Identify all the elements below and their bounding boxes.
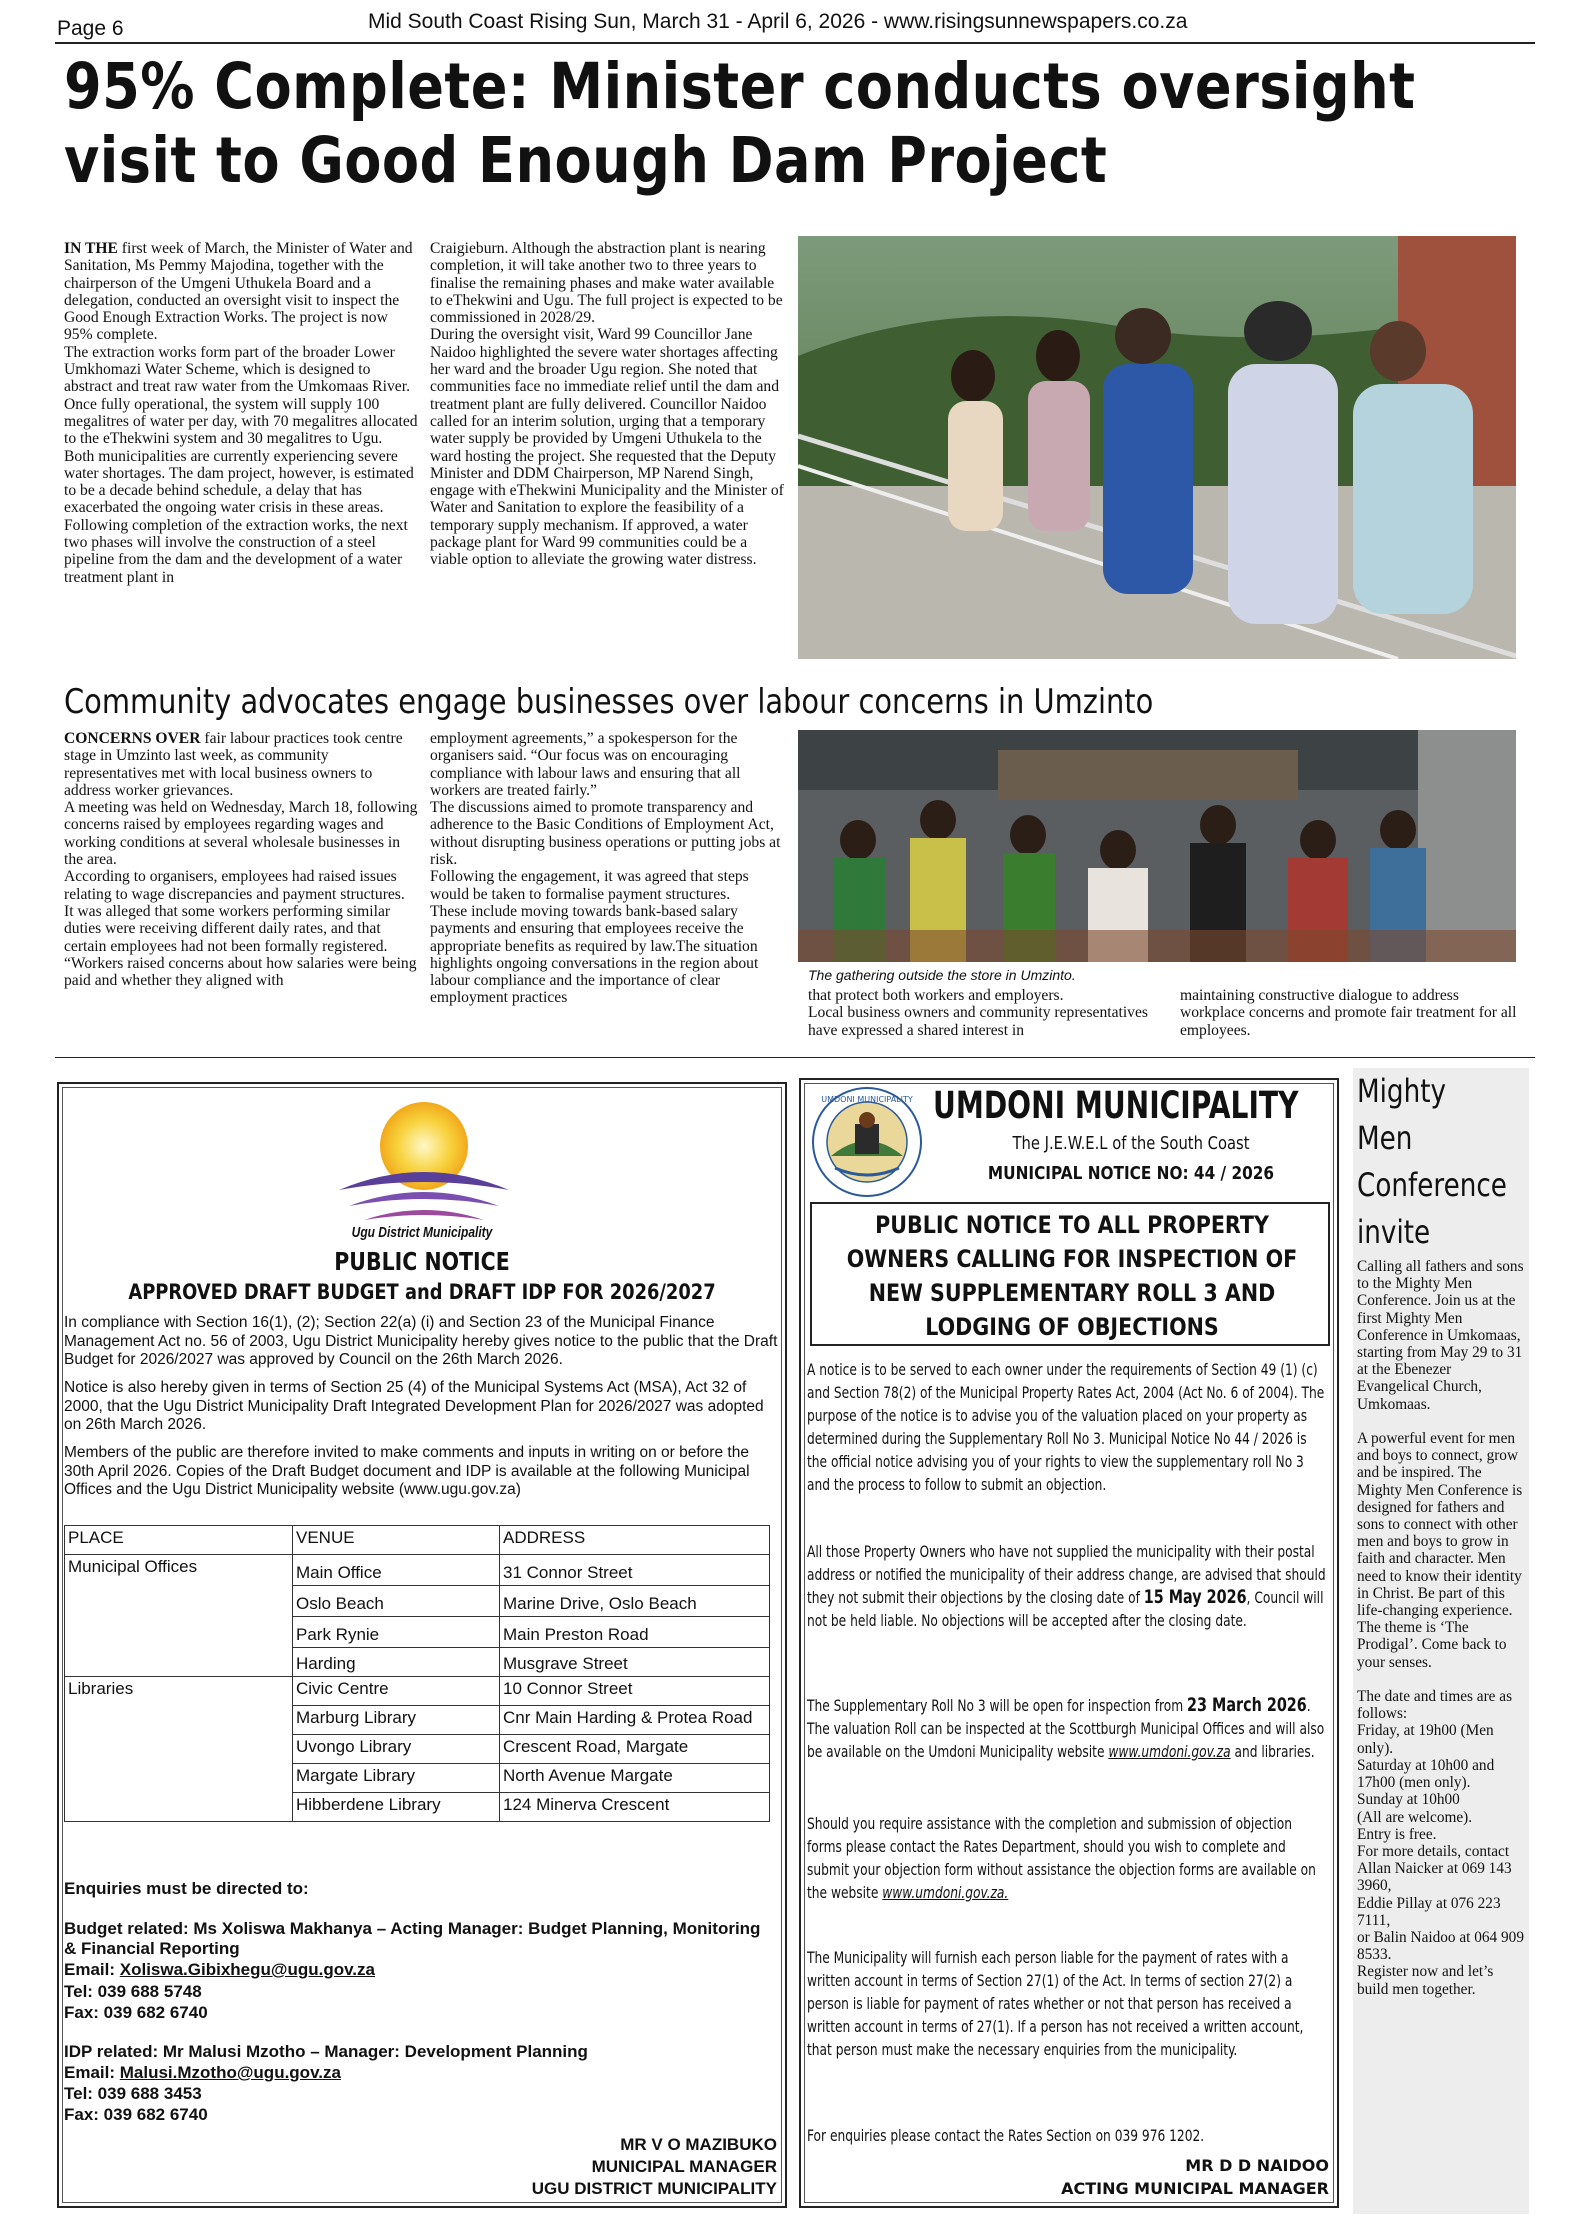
umdoni-tagline: The J.E.W.E.L of the South Coast: [1012, 1133, 1250, 1154]
table-cell: Main Office: [293, 1555, 500, 1586]
umdoni-inspection-date: 23 March 2026: [1187, 1694, 1307, 1716]
labour-column-2: employment agreements,” a spokesperson for the organisers said. “Our focus was on encouraging compliance with labour laws and ensuring that all workers are treated fairly.” The discussions aimed to promote transparency and adherence to the Basic Conditions of Employment Act, without disrupting business operations or putting jobs at risk. Following the engagement, it was agreed that steps would be taken to formalise payment structures. These include moving towards bank-based salary payments and ensuring that employees receive the appropriate benefits as required by law.The situation highlights ongoing conversations in the region about labour compliance and the importance of clear employment practices: [430, 730, 781, 1007]
enquiries-label: Enquiries must be directed to:: [64, 1879, 309, 1898]
mighty-title-line: Men: [1357, 1119, 1413, 1157]
table-cell: Marburg Library: [293, 1706, 500, 1735]
umdoni-website-link-2[interactable]: www.umdoni.gov.za.: [882, 1883, 1009, 1902]
ugu-notice-subtitle: APPROVED DRAFT BUDGET and DRAFT IDP FOR 2026/2027: [128, 1280, 716, 1304]
table-cell: North Avenue Margate: [500, 1764, 770, 1793]
budget-contact: Budget related: Ms Xoliswa Makhanya – Acting Manager: Budget Planning, Monitoring & Financial Reporting: [64, 1919, 761, 1958]
table-cell: Main Preston Road: [500, 1617, 770, 1648]
labour-lead: CONCERNS OVER: [64, 730, 201, 747]
table-cell: Hibberdene Library: [293, 1793, 500, 1822]
venues-table-header: [65, 1526, 770, 1555]
minister-photo: [798, 236, 1516, 659]
dam-text-1: first week of March, the Minister of Water and Sanitation, Ms Pemmy Majodina, together with the chairperson of the Umgeni Uthukela Board and a delegation, conducted an oversight visit to inspect the Good Enough Extraction Works. The project is now 95% complete. The extraction works form part of the broader Lower Umkhomazi Water Scheme, which is designed to abstract and treat raw water from the Umkomaas River. Once fully operational, the system will supply 100 megalitres of water per day, with 70 megalitres allocated to the eThekwini system and 30 megalitres to Ugu. Both municipalities are currently experiencing severe water shortages. The dam project, however, is estimated to be a decade behind schedule, a delay that has exacerbated the ongoing water crisis in these areas. Following completion of the extraction works, the next two phases will involve the construction of a steel pipeline from the dam and the development of a water treatment plant in: [64, 240, 418, 586]
idp-email-link[interactable]: Malusi.Mzotho@ugu.gov.za: [119, 2063, 341, 2082]
budget-email-label: Email:: [64, 1960, 120, 1979]
ugu-sign-name: MR V O MAZIBUKO: [620, 2135, 777, 2154]
table-cell: [65, 1735, 293, 1764]
table-cell: Park Rynie: [293, 1617, 500, 1648]
ugu-notice-title: PUBLIC NOTICE: [334, 1247, 510, 1276]
section-rule: [55, 1057, 1535, 1058]
headline-dam: [64, 50, 1415, 198]
umdoni-title: PUBLIC NOTICE TO ALL PROPERTY OWNERS CALLING FOR INSPECTION OF NEW SUPPLEMENTARY ROLL 3 AND LODGING OF OBJECTIONS: [846, 1211, 1298, 1341]
mighty-title-line: Conference: [1357, 1166, 1507, 1204]
umzinto-gathering-photo: [798, 730, 1516, 962]
umzinto-photo-art: [798, 730, 1516, 962]
ugu-paragraph-1: In compliance with Section 16(1), (2); Section 22(a) (i) and Section 23 of the Municipal Finance Management Act no. 56 of 2003, Ugu District Municipality hereby gives notice to the public that the Draft Budget for 2026/2027 was approved by Council on the 26th March 2026.: [64, 1314, 778, 1369]
table-row: [65, 1617, 770, 1648]
table-cell: 31 Connor Street: [500, 1555, 770, 1586]
mighty-title-line: Mighty: [1357, 1072, 1447, 1110]
umdoni-signatory: [1061, 2154, 1329, 2200]
idp-email-label: Email:: [64, 2063, 120, 2082]
table-cell: Marine Drive, Oslo Beach: [500, 1586, 770, 1617]
umdoni-notice: [799, 1078, 1339, 2208]
ugu-notice: [57, 1082, 787, 2208]
budget-email-link[interactable]: Xoliswa.Gibixhegu@ugu.gov.za: [119, 1960, 375, 1979]
dam-column-1: [64, 240, 418, 586]
table-row: [65, 1677, 770, 1706]
umdoni-title-box: [810, 1202, 1330, 1346]
mighty-men-body: Calling all fathers and sons to the Mighty Men Conference. Join us at the first Mighty Men Conference in Umkomaas, starting from May 29 to 31 at the Ebenezer Evangelical Church, Umkomaas. A powerful event for men and boys to connect, grow and be inspired. The Mighty Men Conference is designed for fathers and sons to connect with other men and boys to grow in faith and character. Men need to know their identity in Christ. Be part of this life-changing experience. The theme is ‘The Prodigal’. Come back to your senses. The date and times are as follows: Friday, at 19h00 (Men only). Saturday at 10h00 and 17h00 (men only). Sunday at 10h00 (All are welcome). Entry is free. For more details, contact Allan Naicker at 069 143 3960, Eddie Pillay at 076 223 7111, or Balin Naidoo at 064 909 8533. Register now and let’s build men together.: [1357, 1258, 1524, 1998]
dam-lead: IN THE: [64, 240, 118, 257]
budget-tel: Tel: 039 688 5748: [64, 1982, 202, 2001]
idp-tel: Tel: 039 688 3453: [64, 2084, 202, 2103]
umdoni-p3-a: The Supplementary Roll No 3 will be open for inspection from: [807, 1696, 1188, 1715]
table-cell: [65, 1706, 293, 1735]
table-header-venue: VENUE: [293, 1526, 500, 1555]
labour-column-3: that protect both workers and employers. Local business owners and community representatives have expressed a shared interest in: [808, 987, 1148, 1039]
labour-column-1: [64, 730, 418, 989]
table-cell: 124 Minerva Crescent: [500, 1793, 770, 1822]
umdoni-p4-a: Should you require assistance with the completion and submission of objection forms please contact the Rates Department, should you wish to complete and submit your objection form without assistance the objection forms are available on the website: [807, 1814, 1316, 1902]
minister-photo-art: [798, 236, 1516, 659]
table-cell: Civic Centre: [293, 1677, 500, 1706]
table-cell: Municipal Offices: [65, 1555, 293, 1586]
table-cell: Uvongo Library: [293, 1735, 500, 1764]
table-cell: Oslo Beach: [293, 1586, 500, 1617]
table-row: [65, 1586, 770, 1617]
table-cell: [65, 1648, 293, 1677]
umdoni-sign-title: ACTING MUNICIPAL MANAGER: [1061, 2179, 1329, 2198]
headline-dam-line2: visit to Good Enough Dam Project: [64, 124, 1108, 197]
umdoni-paragraph-4: [807, 1812, 1328, 1904]
table-cell: Cnr Main Harding & Protea Road: [500, 1706, 770, 1735]
table-cell: [65, 1586, 293, 1617]
umdoni-name: UMDONI MUNICIPALITY: [933, 1084, 1299, 1127]
table-cell: Crescent Road, Margate: [500, 1735, 770, 1764]
table-row: [65, 1648, 770, 1677]
umdoni-p2-a: All those Property Owners who have not supplied the municipality with their postal address or notified the municipality of their address change, are advised that should they not submit their objections by the closing date of: [807, 1542, 1326, 1607]
ugu-paragraph-3: Members of the public are therefore invited to make comments and inputs in writing on or before the 30th April 2026. Copies of the Draft Budget document and IDP is available at the following Municipal Offices and the Ugu District Municipality website (www.ugu.gov.za): [64, 1444, 750, 1499]
ugu-sun-logo: [319, 1094, 529, 1234]
umdoni-closing-date: 15 May 2026: [1143, 1586, 1247, 1608]
umdoni-p3-c: and libraries.: [1230, 1742, 1315, 1761]
table-row: [65, 1735, 770, 1764]
table-header-address: ADDRESS: [500, 1526, 770, 1555]
umdoni-paragraph-6: For enquiries please contact the Rates Section on 039 976 1202.: [807, 2126, 1205, 2145]
umdoni-seal-text: UMDONI MUNICIPALITY: [821, 1095, 913, 1104]
masthead-line: Mid South Coast Rising Sun, March 31 - April 6, 2026 - www.risingsunnewspapers.co.za: [368, 10, 1188, 33]
umdoni-p2-b: , Council will not be held liable. No objections will be accepted after the closing date.: [807, 1588, 1324, 1630]
mighty-title-line: invite: [1357, 1213, 1431, 1251]
table-cell: Libraries: [65, 1677, 293, 1706]
photo-caption: The gathering outside the store in Umzinto.: [808, 967, 1076, 983]
dam-column-2: Craigieburn. Although the abstraction plant is nearing completion, it will take another two to three years to finalise the remaining phases and make water available to eThekwini and Ugu. The full project is expected to be commissioned in 2028/29. During the oversight visit, Ward 99 Councillor Jane Naidoo highlighted the severe water shortages affecting her ward and the broader Ugu region. She noted that communities face no immediate relief until the dam and treatment plant are fully delivered. Councillor Naidoo called for an interim solution, urging that a temporary water supply be provided by Umgeni Uthukela to the ward hosting the project. She requested that the Deputy Minister and DDM Chairperson, MP Narend Singh, engage with eThekwini Municipality and the Minister of Water and Sanitation to explore the feasibility of a temporary supply mechanism. If approved, a water package plant for Ward 99 communities could be a viable option to alleviate the growing water distress.: [430, 240, 784, 569]
header-rule: [55, 42, 1535, 44]
table-row: [65, 1764, 770, 1793]
headline-labour: Community advocates engage businesses over labour concerns in Umzinto: [64, 682, 1154, 722]
ugu-paragraph-2: Notice is also hereby given in terms of Section 25 (4) of the Municipal Systems Act (MSA), Act 32 of 2000, that the Ugu District Municipality Draft Integrated Development Plan for 2026/2027 was adopted on 26th March 2026.: [64, 1379, 764, 1434]
idp-contact: IDP related: Mr Malusi Mzotho – Manager: Development Planning: [64, 2042, 588, 2061]
table-cell: Musgrave Street: [500, 1648, 770, 1677]
umdoni-sign-name: MR D D NAIDOO: [1185, 2156, 1329, 2175]
umdoni-seal-icon: [811, 1086, 923, 1198]
table-cell: [65, 1764, 293, 1793]
table-row: [65, 1555, 770, 1586]
table-cell: 10 Connor Street: [500, 1677, 770, 1706]
idp-email-line: [64, 2063, 341, 2083]
labour-column-4: maintaining constructive dialogue to address workplace concerns and promote fair treatment for all employees.: [1180, 987, 1517, 1039]
table-cell: [65, 1617, 293, 1648]
umdoni-website-link[interactable]: www.umdoni.gov.za: [1108, 1742, 1231, 1761]
umdoni-notice-number: MUNICIPAL NOTICE NO: 44 / 2026: [987, 1163, 1275, 1184]
budget-fax: Fax: 039 682 6740: [64, 2003, 208, 2022]
umdoni-p3-b: . The valuation Roll can be inspected at the Scottburgh Municipal Offices and will also be available on the Umdoni Municipality website: [807, 1696, 1325, 1761]
mighty-men-panel: [1353, 1068, 1529, 2214]
table-row: [65, 1793, 770, 1822]
table-cell: Harding: [293, 1648, 500, 1677]
labour-text-1: fair labour practices took centre stage in Umzinto last week, as community representatives met with local business owners to address worker grievances. A meeting was held on Wednesday, March 18, following concerns raised by employees regarding wages and working conditions at several wholesale businesses in the area. According to organisers, employees had raised issues relating to wage discrepancies and payment structures. It was alleged that some workers performing similar duties were receiving different daily rates, and that certain employees had not been formally registered. “Workers raised concerns about how salaries were being paid and whether they aligned with: [64, 730, 418, 990]
umdoni-paragraph-1: A notice is to be served to each owner under the requirements of Section 49 (1) (c) and Section 78(2) of the Municipal Property Rates Act, 2004 (Act No. 6 of 2004). The purpose of the notice is to advise you of the valuation placed on your property as determined during the Supplementary Roll No 3. Municipal Notice No 44 / 2026 is the official notice advising you of your rights to view the supplementary roll No 3 and the process to follow to submit an objection.: [807, 1360, 1325, 1494]
budget-email-line: [64, 1960, 375, 1980]
ugu-signatory: [532, 2134, 777, 2200]
table-header-place: PLACE: [65, 1526, 293, 1555]
ugu-sign-org: UGU DISTRICT MUNICIPALITY: [531, 2179, 777, 2198]
umdoni-paragraph-5: The Municipality will furnish each person liable for the payment of rates with a written account in terms of Section 27(1) of the Act. In terms of section 27(2) a person is liable for payment of rates whether or not that person has received a written account in terms of 27(1). If a person has not received a written account, that person must make the necessary enquiries from the municipality.: [807, 1948, 1304, 2059]
page-number: Page 6: [57, 17, 124, 40]
umdoni-paragraph-2: [807, 1540, 1328, 1632]
headline-dam-line1: 95% Complete: Minister conducts oversight: [64, 50, 1416, 123]
idp-fax: Fax: 039 682 6740: [64, 2105, 208, 2124]
umdoni-paragraph-3: [807, 1694, 1328, 1763]
table-cell: Margate Library: [293, 1764, 500, 1793]
ugu-logo-text: Ugu District Municipality: [351, 1224, 493, 1241]
table-row: [65, 1706, 770, 1735]
table-cell: [65, 1793, 293, 1822]
venues-table: [64, 1525, 770, 1822]
ugu-sign-title: MUNICIPAL MANAGER: [591, 2157, 777, 2176]
mighty-men-title: [1357, 1068, 1507, 1256]
